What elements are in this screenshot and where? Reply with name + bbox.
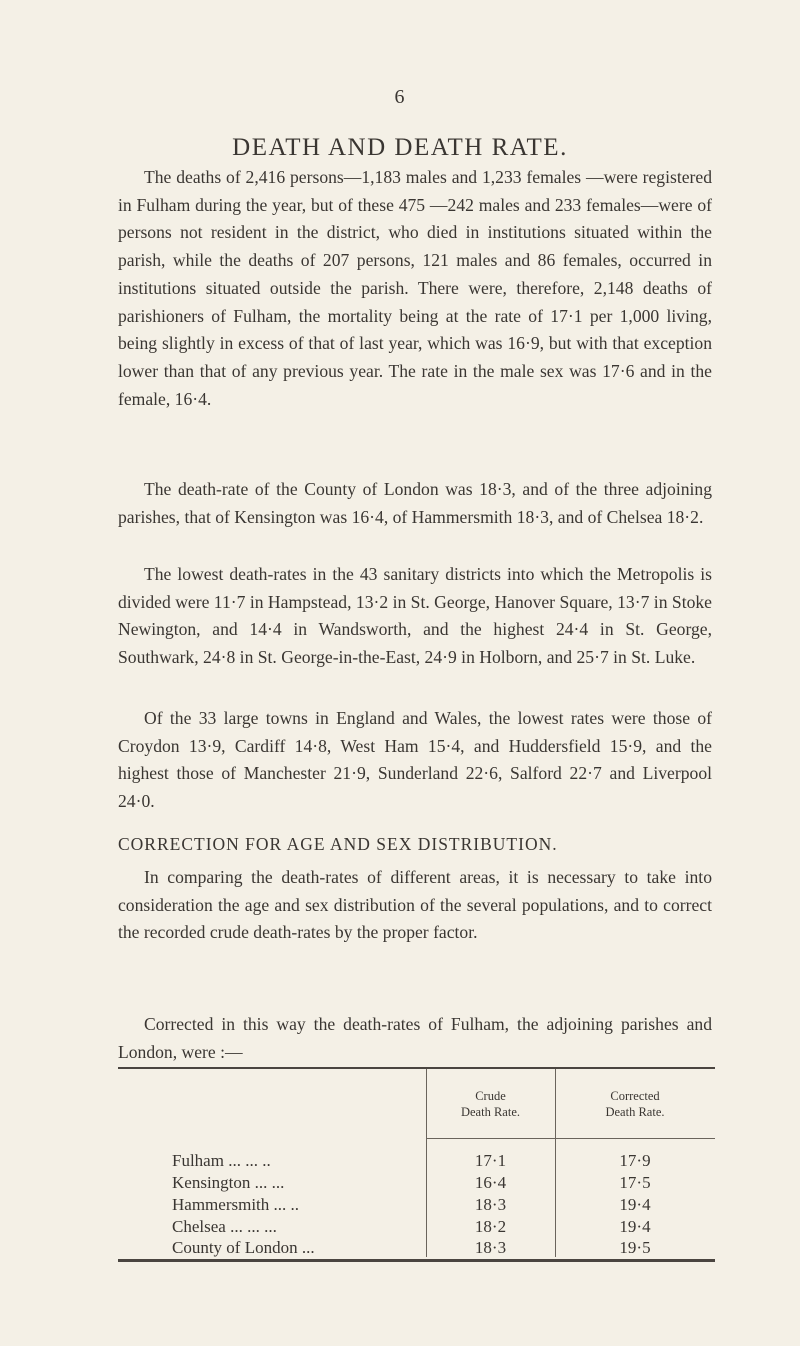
header-corrected-death-rate <box>555 1088 715 1120</box>
paragraph-deaths <box>118 164 712 413</box>
header-line: Death Rate. <box>605 1105 665 1119</box>
paragraph-table-intro <box>118 1011 712 1066</box>
page-number: 6 <box>394 86 406 108</box>
paragraph-text: The deaths of 2,416 persons—1,183 males and 1,233 females —were registered in Fulham during the year, but of these 475 —242 males and 233 females—were of persons not resident in the district, who died in institutions situated within the parish, while the deaths of 207 persons, 121 males and 86 females, occurred in institutions situated outside the parish. There were, therefore, 2,148 deaths of parishioners of Fulham, the mortality being at the rate of 17·1 per 1,000 living, being slightly in excess of that of last year, which was 16·9, but with that exception lower than that of any previous year. The rate in the male sex was 17·6 and in the female, 16·4. <box>118 167 712 409</box>
crude-rate: 18·3 <box>474 1238 507 1257</box>
corrected-rate: 17·9 <box>619 1151 651 1170</box>
area-name: Fulham ... ... .. <box>172 1151 271 1170</box>
area-name: Kensington ... ... <box>172 1173 285 1192</box>
header-rule <box>426 1138 715 1139</box>
paragraph-large-towns <box>118 705 712 816</box>
section-heading: CORRECTION FOR AGE AND SEX DISTRIBUTION. <box>118 834 558 854</box>
table-bottom-rule <box>118 1259 715 1262</box>
table-row <box>172 1194 715 1216</box>
table-row <box>172 1216 715 1238</box>
area-name: County of London ... <box>172 1238 315 1257</box>
crude-rate: 18·2 <box>474 1217 507 1236</box>
corrected-rate: 17·5 <box>619 1173 651 1192</box>
paragraph-text: Of the 33 large towns in England and Wales, the lowest rates were those of Croydon 13·9, Cardiff 14·8, West Ham 15·4, and Huddersfield 15·9, and the highest those of Manchester 21·9, Sunderland 22·6, Salford 22·7 and Liverpool 24·0. <box>118 708 712 812</box>
paragraph-text: The death-rate of the County of London was 18·3, and of the three adjoining parishes, that of Kensington was 16·4, of Hammersmith 18·3, and of Chelsea 18·2. <box>118 479 712 527</box>
header-line: Crude <box>475 1089 506 1103</box>
header-crude-death-rate <box>426 1088 555 1120</box>
crude-rate: 18·3 <box>474 1195 507 1214</box>
paragraph-text: Corrected in this way the death-rates of Fulham, the adjoining parishes and London, were :— <box>118 1014 712 1062</box>
table-row <box>172 1150 715 1172</box>
header-line: Death Rate. <box>460 1105 520 1119</box>
paragraph-metropolis <box>118 561 712 672</box>
paragraph-county <box>118 476 712 531</box>
page-title: DEATH AND DEATH RATE. <box>232 134 568 161</box>
table-top-rule <box>118 1067 715 1069</box>
area-name: Chelsea ... ... ... <box>172 1217 277 1236</box>
table-row <box>172 1172 715 1194</box>
corrected-rate: 19·4 <box>619 1217 651 1236</box>
paragraph-correction <box>118 864 712 947</box>
crude-rate: 17·1 <box>474 1151 507 1170</box>
table-row <box>172 1237 715 1259</box>
paragraph-text: In comparing the death-rates of different areas, it is necessary to take into consideration the age and sex distribution of the several populations, and to correct the recorded crude death-rates by the proper factor. <box>118 867 712 943</box>
corrected-rate: 19·4 <box>619 1195 651 1214</box>
area-name: Hammersmith ... .. <box>172 1195 300 1214</box>
crude-rate: 16·4 <box>474 1173 507 1192</box>
header-line: Corrected <box>610 1089 660 1103</box>
corrected-rate: 19·5 <box>619 1238 651 1257</box>
paragraph-text: The lowest death-rates in the 43 sanitary districts into which the Metropolis is divided were 11·7 in Hampstead, 13·2 in St. George, Hanover Square, 13·7 in Stoke Newington, and 14·4 in Wandsworth, and the highest 24·4 in St. George, Southwark, 24·8 in St. George-in-the-East, 24·9 in Holborn, and 25·7 in St. Luke. <box>118 564 712 668</box>
